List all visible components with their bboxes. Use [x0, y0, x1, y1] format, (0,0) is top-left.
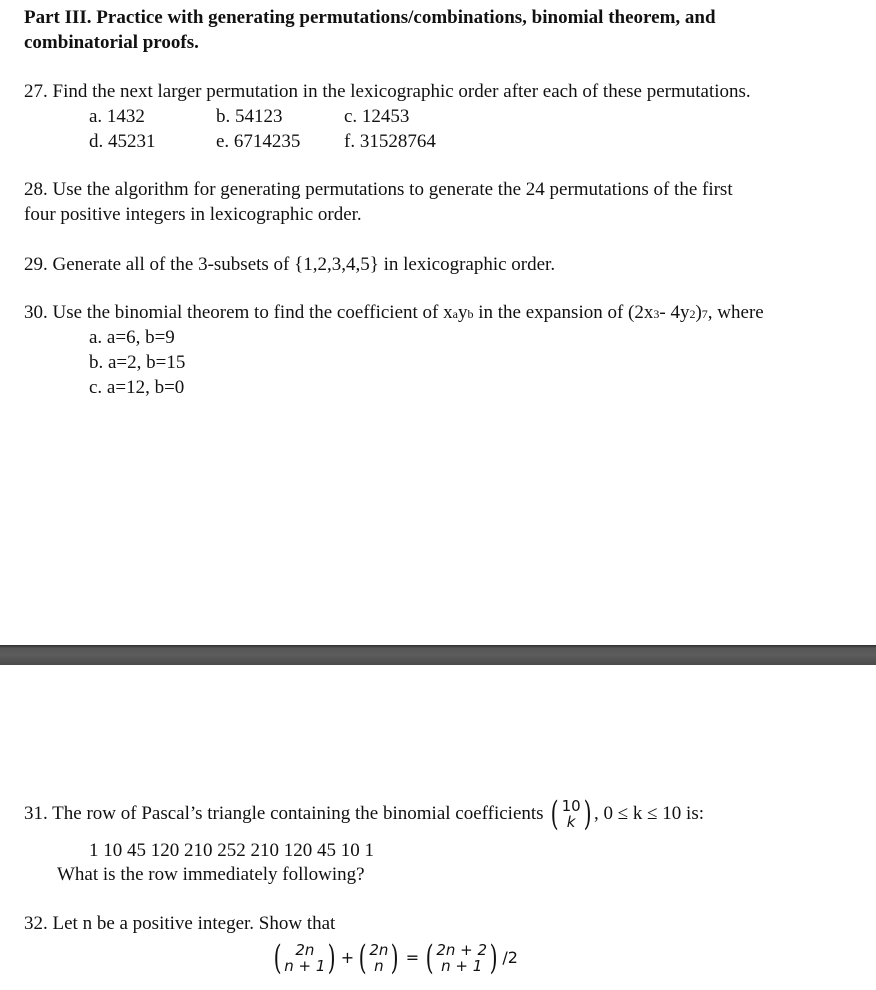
- q28-line2: four positive integers in lexicographic order.: [24, 204, 362, 225]
- q32-binomial-1: ( 2n n + 1 ): [273, 938, 337, 978]
- q32-identity: ( 2n n + 1 ) + ( 2n n ) = ( 2n + 2 n + 1 ) /2: [271, 935, 518, 981]
- q27-item-d: d. 45231: [89, 131, 156, 152]
- q27-text: 27. Find the next larger permutation in the lexicographic order after each of these permutations.: [24, 81, 751, 102]
- q31-text: 31. The row of Pascal’s triangle containing the binomial coefficients ( 10 k ) , 0 ≤ k ≤ 10 is:: [24, 794, 704, 834]
- q27-item-c: c. 12453: [344, 106, 410, 127]
- page-divider: [0, 645, 876, 665]
- q27-item-e: e. 6714235: [216, 131, 301, 152]
- q30-item-a: a. a=6, b=9: [89, 327, 175, 348]
- q30-item-c: c. a=12, b=0: [89, 377, 185, 398]
- q31-binomial: ( 10 k ): [550, 794, 592, 834]
- q29-text: 29. Generate all of the 3-subsets of {1,2,3,4,5} in lexicographic order.: [24, 254, 556, 275]
- q32-binomial-3: ( 2n + 2 n + 1 ): [425, 938, 498, 978]
- q30-item-b: b. a=2, b=15: [89, 352, 186, 373]
- q31-question: What is the row immediately following?: [57, 864, 365, 885]
- q32-binomial-2: ( 2n n ): [358, 938, 400, 978]
- lower-page: [0, 665, 876, 990]
- q27-item-a: a. 1432: [89, 106, 145, 127]
- q28-line1: 28. Use the algorithm for generating permutations to generate the 24 permutations of the first: [24, 179, 733, 200]
- q32-text: 32. Let n be a positive integer. Show that: [24, 913, 336, 934]
- part-title-line1: Part III. Practice with generating permutations/combinations, binomial theorem, and: [24, 7, 716, 28]
- q27-item-f: f. 31528764: [344, 131, 436, 152]
- q27-item-b: b. 54123: [216, 106, 283, 127]
- part-title-line2: combinatorial proofs.: [24, 32, 199, 53]
- q30-text: 30. Use the binomial theorem to find the coefficient of xayb in the expansion of (2x3- 4y2)7, where: [24, 302, 764, 323]
- q31-pascal-row: 1 10 45 120 210 252 210 120 45 10 1: [89, 840, 374, 861]
